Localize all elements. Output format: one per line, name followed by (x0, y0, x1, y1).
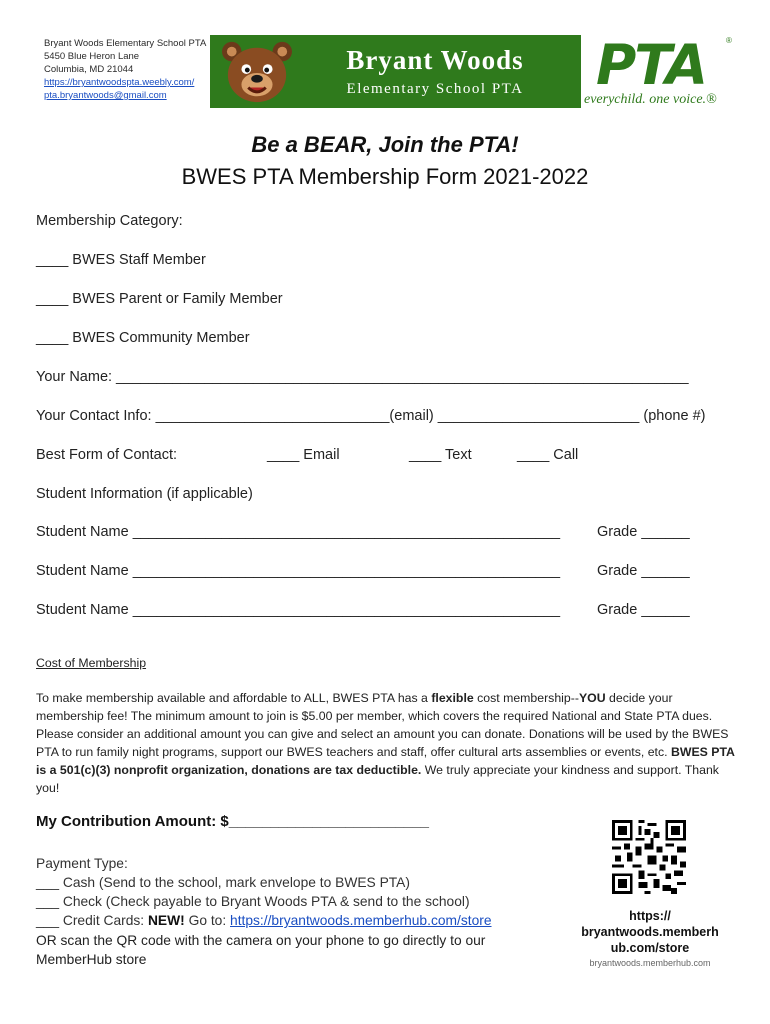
student-info-label: Student Information (if applicable) (36, 486, 253, 502)
contact-email-option[interactable]: ____ Email (267, 447, 340, 463)
banner-title: Bryant Woods (346, 45, 524, 75)
payment-check-option[interactable]: ___ Check (Check payable to Bryant Woods PTA & send to the school) (36, 894, 470, 909)
website-link[interactable]: https://bryantwoodspta.weebly.com/ (44, 77, 195, 88)
student-grade-field[interactable]: Grade ______ (597, 602, 690, 618)
cost-paragraph (36, 689, 736, 797)
payment-cash-option[interactable]: ___ Cash (Send to the school, mark envelope to BWES PTA) (36, 875, 410, 890)
cost-nonprofit: BWES PTA is a 501(c)(3) nonprofit organization, donations are tax deductible. (36, 745, 735, 777)
qr-caption-line: https:// (629, 909, 671, 923)
credit-goto: Go to: (184, 913, 231, 928)
cost-text: We truly appreciate your kindness and support. Thank you! (36, 763, 719, 795)
payment-type-label: Payment Type: (36, 856, 128, 871)
bear-mascot-icon (218, 38, 296, 106)
memberhub-store-link[interactable]: https://bryantwoods.memberhub.com/store (230, 913, 492, 928)
new-badge: NEW! (147, 913, 185, 928)
student-name-field[interactable]: Student Name _____________________________________________________ (36, 524, 561, 540)
credit-prefix: ___ Credit Cards: (36, 913, 148, 928)
category-community-option[interactable]: ____ BWES Community Member (36, 330, 250, 346)
category-parent-option[interactable]: ____ BWES Parent or Family Member (36, 291, 283, 307)
pta-logo (584, 33, 744, 110)
pta-tagline: everychild. one voice.® (584, 92, 717, 107)
cost-flexible: flexible (431, 691, 474, 705)
qr-instruction: OR scan the QR code with the camera on your phone to go directly to our (36, 933, 486, 948)
qr-instruction-cont: MemberHub store (36, 952, 147, 967)
contribution-amount-field[interactable]: My Contribution Amount: $________________________ (36, 813, 429, 830)
qr-caption-line: ub.com/store (610, 941, 690, 955)
student-name-field[interactable]: Student Name _____________________________________________________ (36, 563, 561, 579)
org-name: Bryant Woods Elementary School PTA (44, 38, 207, 49)
banner-subtitle: Elementary School PTA (346, 81, 524, 97)
student-grade-field[interactable]: Grade ______ (597, 563, 690, 579)
email-link[interactable]: pta.bryantwoods@gmail.com (44, 90, 167, 101)
your-name-field[interactable]: Your Name: _______________________________________________________________________ (36, 369, 689, 385)
payment-credit-option[interactable] (36, 913, 492, 928)
cost-text: To make membership available and affordable to ALL, BWES PTA has a (36, 691, 432, 705)
address-line2: Columbia, MD 21044 (44, 64, 134, 75)
cost-text: cost membership-- (473, 691, 579, 705)
address-line1: 5450 Blue Heron Lane (44, 51, 140, 62)
category-staff-option[interactable]: ____ BWES Staff Member (36, 252, 206, 268)
cost-text: decide your membership fee! The minimum amount to join is $5.00 per member, which covers the required National and State PTA dues. Please consider an additional amount you can give and select an amount you can donate. Donations will be used by the BWES PTA to run family night programs, support our BWES teachers and staff, offer cultural arts assemblies or events, etc. (36, 691, 729, 759)
qr-caption-line: bryantwoods.memberh (581, 925, 719, 939)
contact-info-field[interactable]: Your Contact Info: _____________________________(email) _________________________ (phone #) (36, 408, 706, 424)
page-title: BWES PTA Membership Form 2021-2022 (181, 164, 589, 189)
pta-logo-mark: PTA (596, 33, 707, 97)
best-contact-label: Best Form of Contact: (36, 447, 178, 463)
student-grade-field[interactable]: Grade ______ (597, 524, 690, 540)
cost-heading: Cost of Membership (36, 656, 147, 670)
qr-small-url: bryantwoods.memberhub.com (589, 958, 711, 968)
contact-call-option[interactable]: ____ Call (517, 447, 579, 463)
registered-mark: ® (726, 36, 732, 45)
page-headline: Be a BEAR, Join the PTA! (251, 132, 519, 157)
qr-caption (568, 908, 732, 956)
contact-text-option[interactable]: ____ Text (409, 447, 472, 463)
membership-category-label: Membership Category: (36, 213, 183, 229)
student-name-field[interactable]: Student Name _____________________________________________________ (36, 602, 561, 618)
cost-you: YOU (578, 691, 606, 705)
school-banner (210, 35, 581, 108)
qr-code-icon[interactable] (612, 820, 686, 894)
